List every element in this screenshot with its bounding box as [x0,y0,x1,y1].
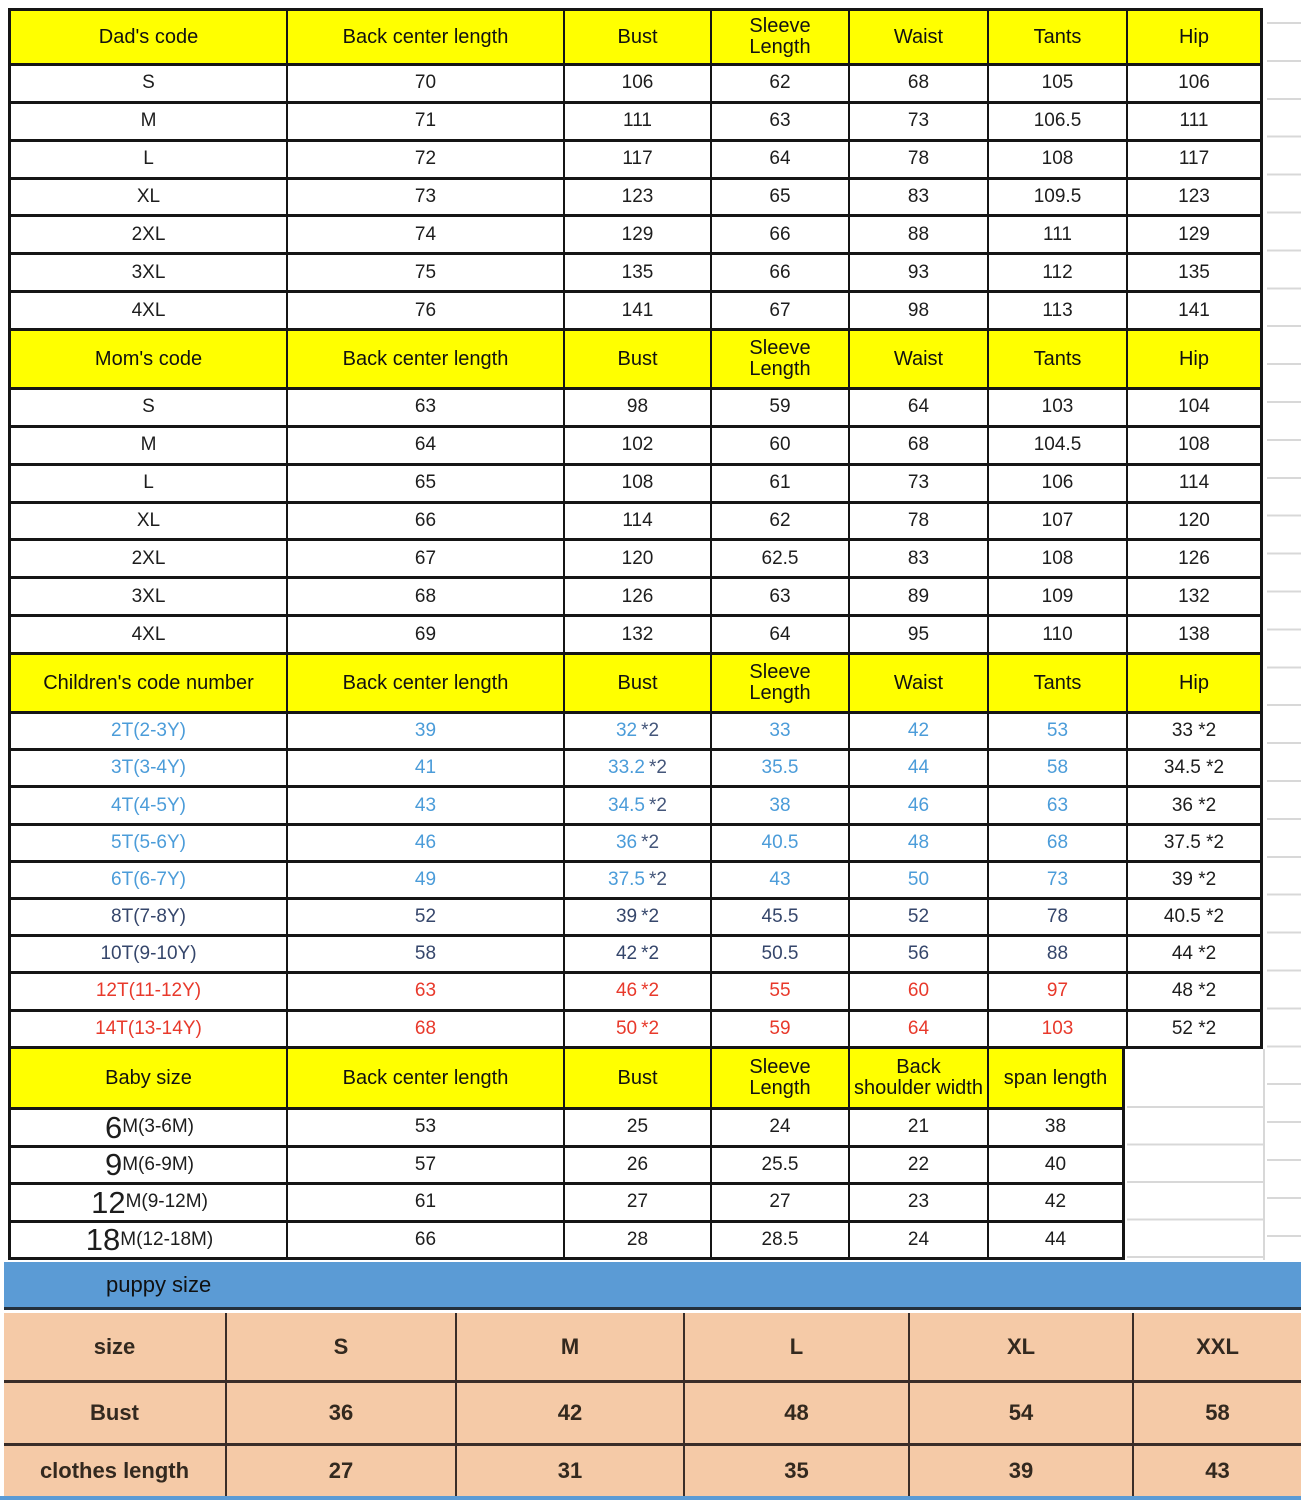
measurement-value-cell [563,1012,710,1046]
table-row [11,463,1260,501]
measurement-value-cell: 75 [286,255,563,290]
measurement-value-cell: 24 [848,1223,987,1258]
measurement-value-cell: 40.5 *2 [1126,900,1260,934]
measurement-value-cell [563,937,710,971]
measurement-value-cell: 106 [987,466,1126,501]
measurement-value-cell: 23 [848,1185,987,1220]
measurement-value-cell: 40.5 [710,826,848,860]
column-header-cell: Baby size [105,1066,192,1089]
measurement-value-cell: 64 [286,428,563,463]
measurement-value-cell: 50.5 [710,937,848,971]
header-row [11,1049,1122,1107]
puppy-sizes-table [4,1313,1301,1496]
size-code-cell: 3XL [131,261,166,283]
measurement-value-cell: 34.5 *2 [1126,751,1260,785]
measurement-value-cell: 48 [848,826,987,860]
measurement-value-cell: 53 [987,714,1126,748]
measurement-value-cell: 46 [286,826,563,860]
puppy-measurement-cell: 35 [683,1446,908,1496]
column-header-cell: Children's code number [43,671,254,694]
table-row [11,290,1260,328]
measurement-value-cell: 59 [710,390,848,425]
puppy-row-label: clothes length [39,1458,190,1483]
column-header-cell: Hip [1126,655,1260,711]
column-header-cell: Tants [987,11,1126,63]
measurement-value-cell: 64 [710,617,848,652]
measurement-value-cell: 65 [286,466,563,501]
measurement-value-cell: 63 [987,788,1126,822]
measurement-value-cell: 33 *2 [1126,714,1260,748]
measurement-value-cell: 113 [987,293,1126,328]
puppy-data-row [4,1443,1301,1496]
header-row [11,331,1260,387]
table-row [11,1107,1122,1145]
measurement-value-cell: 68 [286,1012,563,1046]
column-header-cell: Tants [987,331,1126,387]
size-code-cell: 14T(13-14Y) [95,1017,202,1039]
measurement-value-cell: 64 [848,390,987,425]
measurement-value-cell: 106.5 [987,104,1126,139]
column-header-cell: Back center length [286,655,563,711]
measurement-value-cell: 53 [286,1110,563,1145]
measurement-value-cell: 120 [563,541,710,576]
measurement-value-cell: 135 [563,255,710,290]
measurement-value-cell: 33 [710,714,848,748]
measurement-value-cell: 40 [987,1148,1122,1183]
puppy-size-header-cell: XL [908,1313,1132,1380]
size-code-cell: M [140,434,157,456]
column-header-cell: Back center length [286,11,563,63]
table-row [11,897,1260,934]
bottom-blue-strip [0,1496,1301,1500]
measurement-value-cell: 62 [710,66,848,101]
measurement-value-cell: 39 *2 [1126,863,1260,897]
baby-sizes-table [8,1049,1125,1260]
puppy-row-label: Bust [90,1400,139,1425]
measurement-value-cell: 69 [286,617,563,652]
size-code-cell: L [143,472,154,494]
measurement-value-cell: 44 [848,751,987,785]
table-row [11,63,1260,101]
header-row [11,655,1260,711]
value-with-multiplier: 34.5 *2 [608,794,667,816]
measurement-value-cell [563,751,710,785]
measurement-value-cell: 25.5 [710,1148,848,1183]
measurement-value-cell: 62.5 [710,541,848,576]
measurement-value-cell: 68 [286,579,563,614]
measurement-value-cell: 111 [987,217,1126,252]
measurement-value-cell: 117 [563,142,710,177]
measurement-value-cell: 105 [987,66,1126,101]
table-row [11,139,1260,177]
table-row [11,614,1260,652]
measurement-value-cell: 103 [987,390,1126,425]
measurement-value-cell [563,826,710,860]
puppy-data-row [4,1380,1301,1443]
measurement-value-cell: 38 [987,1110,1122,1145]
size-code-cell: 6 M(3-6M) [104,1110,195,1145]
measurement-value-cell [563,788,710,822]
puppy-measurement-cell: 39 [908,1446,1132,1496]
measurement-value-cell: 68 [987,826,1126,860]
measurement-value-cell: 59 [710,1012,848,1046]
column-header-cell: Tants [987,655,1126,711]
value-with-multiplier: 42 *2 [615,943,660,965]
measurement-value-cell: 73 [286,180,563,215]
value-with-multiplier: 50 *2 [615,1017,660,1039]
value-with-multiplier: 36 *2 [615,831,660,853]
measurement-value-cell: 39 [286,714,563,748]
table-row [11,576,1260,614]
header-row [11,11,1260,63]
puppy-size-header-cell: L [683,1313,908,1380]
measurement-value-cell: 126 [563,579,710,614]
table-row [11,1009,1260,1046]
measurement-value-cell: 103 [987,1012,1126,1046]
size-code-cell: 9 M(6-9M) [104,1147,195,1182]
size-code-cell: 2T(2-3Y) [111,720,186,742]
measurement-value-cell: 28 [563,1223,710,1258]
measurement-value-cell: 73 [987,863,1126,897]
size-code-cell: 6T(6-7Y) [111,868,186,890]
measurement-value-cell [563,863,710,897]
measurement-value-cell: 68 [848,66,987,101]
size-code-cell: L [143,148,154,170]
table-row [11,538,1260,576]
measurement-value-cell: 104 [1126,390,1260,425]
column-header-cell: Bust [563,655,710,711]
size-code-cell: 3T(3-4Y) [111,757,186,779]
measurement-value-cell: 78 [848,504,987,539]
column-header-cell: Hip [1126,11,1260,63]
measurement-value-cell [563,974,710,1008]
measurement-value-cell: 117 [1126,142,1260,177]
measurement-value-cell: 93 [848,255,987,290]
measurement-value-cell: 112 [987,255,1126,290]
size-code-cell: S [142,72,155,94]
measurement-value-cell: 106 [1126,66,1260,101]
puppy-measurement-cell: 43 [1132,1446,1301,1496]
puppy-size-header-cell: M [455,1313,683,1380]
spreadsheet-gridlines-baby-right [1127,1106,1263,1262]
puppy-size-header-cell: XXL [1132,1313,1301,1380]
measurement-value-cell: 129 [563,217,710,252]
measurement-value-cell: 44 *2 [1126,937,1260,971]
measurement-value-cell: 74 [286,217,563,252]
column-header-cell: Mom's code [94,347,203,370]
measurement-value-cell: 65 [710,180,848,215]
measurement-value-cell: 110 [987,617,1126,652]
puppy-row-label: size [93,1333,136,1359]
measurement-value-cell: 138 [1126,617,1260,652]
spreadsheet-gridline-vertical [1263,1049,1265,1260]
value-with-multiplier: 32 *2 [615,720,660,742]
puppy-measurement-cell: 54 [908,1383,1132,1443]
column-header-cell: Sleeve Length [710,655,848,711]
column-header-cell: Bust [563,11,710,63]
measurement-value-cell: 52 [848,900,987,934]
column-header-cell: Back center length [286,331,563,387]
children-sizes-table [8,655,1263,1049]
measurement-value-cell: 114 [563,504,710,539]
puppy-measurement-cell: 42 [455,1383,683,1443]
table-row [11,1182,1122,1220]
size-code-cell: 8T(7-8Y) [111,906,186,928]
measurement-value-cell: 98 [563,390,710,425]
measurement-value-cell: 66 [710,217,848,252]
measurement-value-cell: 48 *2 [1126,974,1260,1008]
size-code-cell: 10T(9-10Y) [100,943,197,965]
size-code-cell: 18 M(12-18M) [85,1222,214,1257]
measurement-value-cell: 27 [563,1185,710,1220]
measurement-value-cell: 41 [286,751,563,785]
measurement-value-cell: 28.5 [710,1223,848,1258]
measurement-value-cell: 78 [848,142,987,177]
table-row [11,501,1260,539]
measurement-value-cell: 111 [563,104,710,139]
measurement-value-cell: 25 [563,1110,710,1145]
measurement-value-cell: 66 [286,1223,563,1258]
table-row [11,101,1260,139]
size-code-cell: 4XL [131,299,166,321]
measurement-value-cell: 38 [710,788,848,822]
measurement-value-cell: 106 [563,66,710,101]
measurement-value-cell [563,900,710,934]
value-with-multiplier: 39 *2 [615,906,660,928]
measurement-value-cell: 63 [710,579,848,614]
measurement-value-cell: 63 [286,390,563,425]
measurement-value-cell: 66 [710,255,848,290]
table-row [11,252,1260,290]
table-row [11,785,1260,822]
measurement-value-cell: 46 [848,788,987,822]
measurement-value-cell: 129 [1126,217,1260,252]
measurement-value-cell: 26 [563,1148,710,1183]
table-row [11,177,1260,215]
puppy-measurement-cell: 36 [225,1383,455,1443]
measurement-value-cell: 27 [710,1185,848,1220]
measurement-value-cell: 108 [563,466,710,501]
measurement-value-cell: 109 [987,579,1126,614]
measurement-value-cell: 108 [987,142,1126,177]
column-header-cell: Sleeve Length [710,11,848,63]
table-row [11,425,1260,463]
measurement-value-cell: 73 [848,466,987,501]
spreadsheet-gridlines-right [1267,22,1301,1255]
measurement-value-cell: 62 [710,504,848,539]
measurement-value-cell: 135 [1126,255,1260,290]
size-code-cell: 4T(4-5Y) [111,794,186,816]
mom-sizes-table [8,331,1263,655]
table-row [11,971,1260,1008]
column-header-cell: Back center length [286,1049,563,1107]
measurement-value-cell: 126 [1126,541,1260,576]
measurement-value-cell: 45.5 [710,900,848,934]
measurement-value-cell: 21 [848,1110,987,1145]
measurement-value-cell: 83 [848,541,987,576]
measurement-value-cell: 56 [848,937,987,971]
size-code-cell: M [140,110,157,132]
table-row [11,711,1260,748]
measurement-value-cell: 68 [848,428,987,463]
column-header-cell: Bust [563,1049,710,1107]
puppy-measurement-cell: 58 [1132,1383,1301,1443]
size-code-cell: 12T(11-12Y) [95,980,202,1002]
measurement-value-cell: 132 [1126,579,1260,614]
table-row [11,1220,1122,1258]
measurement-value-cell: 58 [286,937,563,971]
puppy-measurement-cell: 31 [455,1446,683,1496]
table-row [11,1145,1122,1183]
table-row [11,387,1260,425]
column-header-cell: Waist [848,331,987,387]
table-row [11,934,1260,971]
size-code-cell: 4XL [131,623,166,645]
value-with-multiplier: 46 *2 [615,980,660,1002]
measurement-value-cell: 37.5 *2 [1126,826,1260,860]
measurement-value-cell: 43 [710,863,848,897]
measurement-value-cell: 63 [710,104,848,139]
puppy-size-banner [4,1262,1301,1310]
measurement-value-cell: 107 [987,504,1126,539]
measurement-value-cell: 120 [1126,504,1260,539]
column-header-cell: Sleeve Length [710,1049,848,1107]
measurement-value-cell: 83 [848,180,987,215]
measurement-value-cell: 71 [286,104,563,139]
table-row [11,860,1260,897]
measurement-value-cell [563,714,710,748]
measurement-value-cell: 95 [848,617,987,652]
measurement-value-cell: 72 [286,142,563,177]
measurement-value-cell: 98 [848,293,987,328]
size-code-cell: S [142,396,155,418]
measurement-value-cell: 58 [987,751,1126,785]
puppy-measurement-cell: 48 [683,1383,908,1443]
size-code-cell: 5T(5-6Y) [111,831,186,853]
puppy-size-label: puppy size [106,1271,212,1297]
measurement-value-cell: 63 [286,974,563,1008]
dad-sizes-table [8,8,1263,331]
measurement-value-cell: 24 [710,1110,848,1145]
measurement-value-cell: 88 [987,937,1126,971]
table-row [11,823,1260,860]
column-header-cell: Waist [848,655,987,711]
size-code-cell: 2XL [131,547,166,569]
measurement-value-cell: 55 [710,974,848,1008]
size-code-cell: XL [136,510,161,532]
column-header-cell: Waist [848,11,987,63]
puppy-header-row [4,1313,1301,1380]
measurement-value-cell: 52 [286,900,563,934]
measurement-value-cell: 60 [710,428,848,463]
column-header-cell: span length [987,1049,1122,1107]
measurement-value-cell: 61 [710,466,848,501]
measurement-value-cell: 60 [848,974,987,1008]
measurement-value-cell: 123 [563,180,710,215]
measurement-value-cell: 50 [848,863,987,897]
measurement-value-cell: 89 [848,579,987,614]
measurement-value-cell: 64 [848,1012,987,1046]
measurement-value-cell: 70 [286,66,563,101]
measurement-value-cell: 52 *2 [1126,1012,1260,1046]
measurement-value-cell: 114 [1126,466,1260,501]
column-header-cell: Dad's code [98,25,199,48]
measurement-value-cell: 64 [710,142,848,177]
puppy-size-header-cell: S [225,1313,455,1380]
size-code-cell: XL [136,186,161,208]
measurement-value-cell: 42 [848,714,987,748]
measurement-value-cell: 66 [286,504,563,539]
measurement-value-cell: 141 [563,293,710,328]
measurement-value-cell: 67 [710,293,848,328]
measurement-value-cell: 97 [987,974,1126,1008]
measurement-value-cell: 57 [286,1148,563,1183]
measurement-value-cell: 108 [987,541,1126,576]
value-with-multiplier: 33.2 *2 [608,757,667,779]
measurement-value-cell: 67 [286,541,563,576]
measurement-value-cell: 78 [987,900,1126,934]
column-header-cell: Hip [1126,331,1260,387]
measurement-value-cell: 36 *2 [1126,788,1260,822]
measurement-value-cell: 76 [286,293,563,328]
measurement-value-cell: 132 [563,617,710,652]
measurement-value-cell: 141 [1126,293,1260,328]
measurement-value-cell: 44 [987,1223,1122,1258]
measurement-value-cell: 73 [848,104,987,139]
column-header-cell: Bust [563,331,710,387]
size-code-cell: 3XL [131,585,166,607]
column-header-cell: Sleeve Length [710,331,848,387]
measurement-value-cell: 61 [286,1185,563,1220]
measurement-value-cell: 109.5 [987,180,1126,215]
table-row [11,214,1260,252]
measurement-value-cell: 35.5 [710,751,848,785]
puppy-measurement-cell: 27 [225,1446,455,1496]
measurement-value-cell: 123 [1126,180,1260,215]
measurement-value-cell: 42 [987,1185,1122,1220]
size-code-cell: 12 M(9-12M) [91,1185,208,1220]
measurement-value-cell: 102 [563,428,710,463]
measurement-value-cell: 49 [286,863,563,897]
measurement-value-cell: 104.5 [987,428,1126,463]
size-code-cell: 2XL [131,223,166,245]
measurement-value-cell: 108 [1126,428,1260,463]
column-header-cell: Back shoulder width [848,1049,987,1107]
measurement-value-cell: 88 [848,217,987,252]
value-with-multiplier: 37.5 *2 [608,868,667,890]
table-row [11,748,1260,785]
measurement-value-cell: 43 [286,788,563,822]
measurement-value-cell: 22 [848,1148,987,1183]
measurement-value-cell: 111 [1126,104,1260,139]
